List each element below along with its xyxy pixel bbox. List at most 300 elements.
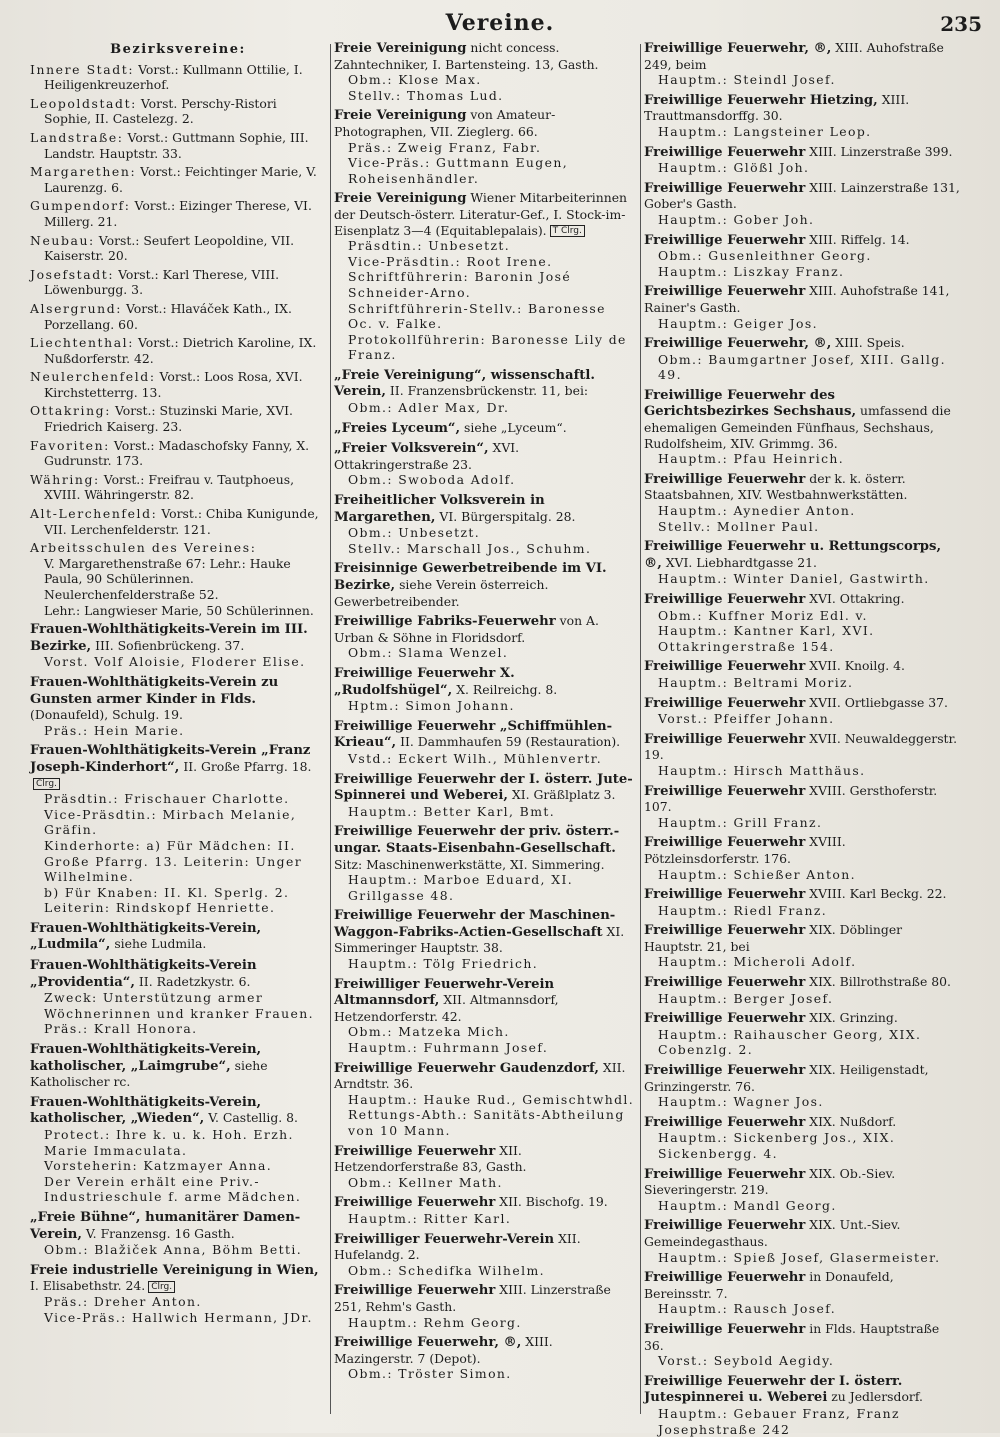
entry-heading [644,1321,962,1353]
entry-heading [644,232,962,249]
bezirk-name: Neulerchenfeld: [30,369,156,385]
entry-heading [334,440,636,472]
bezirk-text: Vorst.: Karl Therese, VIII. Löwenburgg. 3. [44,266,280,298]
directory-entry [334,613,636,661]
page-header [0,8,1000,38]
entry-detail: Hauptm.: Winter Daniel, Gastwirth. [658,571,930,587]
entry-heading [644,731,962,763]
entry-title: Freiwillige Feuerwehr [644,471,806,487]
entry-address: XIII. Linzerstraße 399. [809,143,953,159]
entry-heading [644,92,962,124]
entry-address: XIII. Trauttmansdorffg. 30. [644,91,910,124]
bezirk-text: Vorst. Perschy-Ristori Sophie, II. Castelezg. 2. [44,95,277,127]
entry-detail: Obm.: Klose Max. [348,72,482,88]
entry-title: Freiwillige Feuerwehr X. „Rudolfshügel“, [334,665,515,698]
entry-title: Frauen-Wohlthätigkeits-Verein im III. Bezirke, [30,622,308,654]
bezirk-item [30,96,326,127]
entry-detail: Stellv.: Marschall Jos., Schuhm. [348,540,592,556]
entry-title: Freiwillige Feuerwehr [644,180,806,196]
entry-address: siehe Verein österreich. Gewerbetreibender. [334,577,549,609]
directory-entry [644,591,962,654]
entry-heading [334,1334,636,1366]
entry-address: XII. Bischofg. 19. [499,1194,608,1210]
entry-title: Freiwillige Feuerwehr [644,1063,806,1079]
entry-title: Freiwillige Feuerwehr [644,1011,806,1027]
directory-entry [644,1114,962,1162]
bezirk-text: Vorst.: Feichtinger Marie, V. Laurenzg. 6. [44,164,317,195]
directory-entry [644,387,962,467]
entry-heading [334,420,636,437]
arbeitsschulen-heading: Arbeitsschulen des Vereines: [30,540,257,556]
bezirk-text: Vorst.: Eizinger Therese, VI. Millerg. 21. [44,198,312,229]
directory-entry [334,1282,636,1330]
entry-address: II. Dammhaufen 59 (Restauration). [400,734,621,750]
entry-address: XVII. Neuwaldeggerstr. 19. [644,730,958,763]
entry-address: XVI. Liebhardtgasse 21. [665,554,817,570]
directory-entry [644,1373,962,1437]
entry-detail: Vstd.: Eckert Wilh., Mühlenvertr. [348,750,603,766]
entry-detail: Vice-Präsdtin.: Mirbach Melanie, Gräfin. [44,806,297,838]
entry-title: Frauen-Wohlthätigkeits-Verein, katholischer, „Laimgrube“, [30,1042,262,1074]
entry-heading [30,1094,326,1127]
entry-detail: Hauptm.: Marboe Eduard, XI. Grillgasse 48. [348,872,574,903]
directory-entry [644,180,962,228]
directory-entry [644,1062,962,1110]
directory-entry [644,1217,962,1265]
entry-title: Freiwillige Feuerwehr, ®, [334,1335,522,1351]
bezirk-text: Vorst.: Seufert Leopoldine, VII. Kaiserstr. 20. [44,232,295,264]
entry-detail: Hauptm.: Grill Franz. [658,814,823,830]
entry-address: XVIII. Gersthoferstr. 107. [644,782,938,815]
entry-title: Freiwillige Fabriks-Feuerwehr [334,614,556,630]
bezirk-name: Währing: [30,471,100,487]
entry-address: XI. Gräßlplatz 3. [511,787,616,803]
bezirk-item [30,506,326,537]
entry-title: Freiwillige Feuerwehr [644,975,806,991]
bezirk-name: Innere Stadt: [30,61,135,77]
entry-heading [644,538,962,571]
entry-detail: Hauptm.: Schießer Anton. [658,866,856,882]
directory-entry [644,695,962,727]
entry-detail: Vorst.: Seybold Aegidy. [658,1353,835,1369]
directory-entry [334,1334,636,1382]
entry-title: Freie Vereinigung [334,191,467,207]
directory-entry [30,1262,326,1325]
entry-detail: Obm.: Adler Max, Dr. [348,400,510,416]
directory-entry [334,1060,636,1139]
directory-entry [334,1194,636,1226]
entry-address: siehe Katholischer rc. [30,1057,268,1090]
entry-title: Freiwillige Feuerwehr, ®, [644,336,832,352]
entry-heading [644,922,962,954]
directory-entry [334,907,636,971]
entry-detail: Vice-Präsdtin.: Root Irene. [348,253,553,269]
entry-heading [30,957,326,990]
entry-heading [644,1062,962,1094]
entry-address: siehe „Lyceum“. [464,419,567,435]
bezirk-text: Vorst.: Hlaváček Kath., IX. Porzellang. 60. [44,300,292,332]
entry-title: Freisinnige Gewerbetreibende im VI. Bezirke, [334,561,607,593]
entry-title: Freie Vereinigung [334,108,467,124]
entry-title: Freiwillige Feuerwehr [334,1143,496,1159]
entry-address: siehe Ludmila. [114,936,207,952]
directory-entry [334,492,636,556]
entry-detail: Schriftführerin-Stellv.: Baronesse Oc. v. Falke. [348,300,606,332]
entry-detail: b) Für Knaben: II. Kl. Sperlg. 2. Leiterin: Rindskopf Henriette. [44,884,290,916]
entry-detail: Hauptm.: Raihauscher Georg, XIX. Cobenzlg. 2. [658,1026,922,1058]
entry-title: Freiwillige Feuerwehr [644,835,806,851]
entry-detail: Hauptm.: Gebauer Franz, Franz Josephstraße 242 [658,1405,900,1437]
entry-detail: Hptm.: Simon Johann. [348,698,515,714]
entry-address: XIX. Grinzing. [809,1010,898,1026]
entry-title: Freiwillige Feuerwehr „Schiffmühlen-Krieau“, [334,718,613,751]
bezirk-item [30,62,326,93]
entries-right [644,40,962,1437]
bezirk-text: Vorst.: Chiba Kunigunde, VII. Lerchenfelderstr. 121. [44,506,319,537]
directory-entry [644,783,962,831]
entry-address: in Donaufeld, Bereinsstr. 7. [644,1269,894,1301]
entry-address: XIII. Auhofstraße 141, Rainer's Gasth. [644,283,950,315]
bezirk-item [30,438,326,469]
entry-detail: Obm.: Slama Wenzel. [348,645,509,661]
directory-entry [644,886,962,918]
page-title: Vereine. [445,10,555,36]
entry-title: „Freie Bühne“, humanitärer Damen-Verein, [30,1209,301,1242]
entry-heading [644,1114,962,1131]
entry-title: Freiwillige Feuerwehr der I. österr. Jute-Spinnerei und Weberei, [334,771,633,804]
bezirk-text: Vorst.: Loos Rosa, XVI. Kirchstetterrg. 13. [44,369,303,400]
entry-detail: Hauptm.: Pfau Heinrich. [658,451,845,467]
directory-entry [30,920,326,953]
entry-title: Freiwilliger Feuerwehr-Verein [334,1231,555,1247]
directory-entry [30,1094,326,1205]
entry-address: XVIII. Karl Beckg. 22. [809,886,947,902]
entry-detail: Präsdtin.: Unbesetzt. [348,238,511,254]
entry-address: XIX. Nußdorf. [809,1113,897,1129]
entry-heading [30,1209,326,1242]
entry-title: Freiwillige Feuerwehr der I. österr. Jutespinnerei u. Weberei [644,1373,903,1406]
column-left [30,40,326,1425]
entry-address: XVI. Ottakringerstraße 23. [334,440,520,472]
entry-heading [334,107,636,139]
directory-entry [644,144,962,176]
entry-title: Freiwillige Feuerwehr [644,1166,806,1182]
entry-address: zu Jedlersdorf. [831,1389,923,1405]
entry-detail: Hauptm.: Sickenberg Jos., XIX. Sickenbergg. 4. [658,1130,896,1161]
entry-detail: Hauptm.: Beltrami Moriz. [658,674,854,690]
clearing-badge: T Clrg. [550,225,585,237]
entry-detail: Zweck: Unterstützung armer Wöchnerinnen und kranker Frauen. [44,990,314,1021]
entry-title: Freiwillige Feuerwehr [644,1270,806,1286]
entry-detail: Vorsteherin: Katzmayer Anna. [44,1158,273,1174]
column-middle [334,40,636,1425]
entry-detail: Hauptm.: Rehm Georg. [348,1314,522,1330]
entry-heading [644,1010,962,1027]
entry-detail: Hauptm.: Rausch Josef. [658,1301,837,1317]
entry-title: Frauen-Wohlthätigkeits-Verein, katholischer, „Wieden“, [30,1094,262,1127]
bezirk-item [30,130,326,161]
bezirk-name: Alt-Lerchenfeld: [30,506,158,522]
arbeitsschulen-line: V. Margarethenstraße 67: Lehr.: Hauke Paula, 90 Schülerinnen. [44,555,291,587]
entry-address: XII. Altmannsdorf, Hetzendorferstr. 42. [334,992,559,1024]
bezirk-item [30,233,326,264]
entry-detail: Vice-Präs.: Guttmann Eugen, Roheisenhändler. [348,155,569,186]
directory-entry [644,1166,962,1214]
directory-entry [30,957,326,1037]
entry-heading [644,144,962,161]
entry-title: Freiheitlicher Volksverein in Margarethen, [334,493,545,525]
entry-address: XI. Simmeringer Hauptstr. 38. [334,923,625,956]
bezirk-name: Favoriten: [30,437,110,453]
directory-entry [334,440,636,488]
entry-detail: Präs.: Zweig Franz, Fabr. [348,139,542,155]
entry-heading [334,1282,636,1314]
bezirk-name: Ottakring: [30,403,111,419]
directory-entry [334,420,636,437]
entry-heading [30,920,326,953]
clearing-badge: Clrg. [148,1281,175,1293]
clearing-badge: Clrg. [33,778,60,790]
arbeitsschulen-line: Lehr.: Langwieser Marie, 50 Schülerinnen. [44,602,314,618]
entry-heading [334,976,636,1025]
entry-heading [644,1373,962,1406]
entry-heading [334,190,636,238]
entries-left [30,621,326,1325]
entry-detail: Hauptm.: Glößl Joh. [658,160,810,176]
bezirk-text: Vorst.: Madaschofsky Fanny, X. Gudrunstr. 173. [44,437,310,469]
bezirk-name: Leopoldstadt: [30,95,137,111]
entry-title: Freiwillige Feuerwehr [644,284,806,300]
bezirk-text: Vorst.: Kullmann Ottilie, I. Heiligenkreuzerhof. [44,61,303,93]
entry-detail: Hauptm.: Hirsch Matthäus. [658,762,866,778]
directory-entry [334,1231,636,1279]
bezirk-item [30,472,326,503]
directory-entry [334,1143,636,1191]
directory-entry [334,665,636,714]
directory-entry [644,538,962,587]
entry-title: Freiwillige Feuerwehr [644,887,806,903]
entry-heading [30,621,326,654]
entry-title: Freiwillige Feuerwehr [644,232,806,248]
entry-detail: Präs.: Hein Marie. [44,722,185,738]
entry-heading [644,658,962,675]
entry-address: von Amateur-Photographen, VII. Zieglerg. 66. [334,107,556,139]
entry-heading [30,742,326,791]
bezirk-text: Vorst.: Stuzinski Marie, XVI. Friedrich Kaiserg. 23. [44,403,293,435]
entry-address: XIII. Mazingerstr. 7 (Depot). [334,1334,553,1366]
entry-address: in Flds. Hauptstraße 36. [644,1320,940,1353]
entry-detail: Obm.: Tröster Simon. [348,1366,512,1382]
entry-detail: Kinderhorte: a) Für Mädchen: II. Große Pfarrg. 13. Leiterin: Unger Wilhelmine. [44,837,303,885]
entry-detail: Hauptm.: Geiger Jos. [658,315,818,331]
entry-detail: Hauptm.: Riedl Franz. [658,902,828,918]
entry-address: I. Elisabethstr. 24. [30,1278,146,1294]
entry-detail: Hauptm.: Kantner Karl, XVI. Ottakringerstraße 154. [658,623,875,654]
entry-title: Freie industrielle Vereinigung in Wien, [30,1262,319,1278]
entry-address: XVII. Knoilg. 4. [809,658,905,674]
entry-address: XVII. Ortliebgasse 37. [809,694,948,710]
entry-detail: Hauptm.: Gober Joh. [658,211,815,227]
bezirk-name: Neubau: [30,232,95,248]
entry-detail: Vorst. Volf Aloisie, Floderer Elise. [44,654,306,670]
entry-detail: Präs.: Krall Honora. [44,1021,198,1037]
entry-address: XIX. Heiligenstadt, Grinzingerstr. 76. [644,1062,929,1094]
entry-title: Freiwillige Feuerwehr [644,659,806,675]
directory-entry [644,1321,962,1369]
entry-heading [644,1217,962,1249]
bezirk-item [30,369,326,400]
directory-entry [644,471,962,534]
entry-detail: Hauptm.: Micheroli Adolf. [658,954,857,970]
entry-address: II. Radetzkystr. 6. [138,973,251,989]
entry-address: V. Castellig. 8. [208,1110,298,1126]
entry-heading [334,718,636,751]
entry-heading [644,335,962,352]
entry-title: Freiwillige Feuerwehr der Maschinen-Waggon-Fabriks-Actien-Gesellschaft [334,908,616,940]
entry-heading [334,1231,636,1263]
entry-detail: Hauptm.: Hauke Rud., Gemischtwhdl. [348,1091,635,1107]
entry-heading [644,1166,962,1198]
entry-title: Freie Vereinigung [334,41,467,56]
entry-detail: Hauptm.: Steindl Josef. [658,72,836,88]
entry-detail: Hauptm.: Liszkay Franz. [658,263,845,279]
column-divider [640,44,641,1414]
directory-entry [334,40,636,103]
entry-detail: Hauptm.: Fuhrmann Josef. [348,1040,549,1056]
entry-title: Freiwillige Feuerwehr des Gerichtsbezirkes Sechshaus, [644,387,857,420]
arbeitsschulen [30,540,326,618]
entry-address: XVIII. Pötzleinsdorferstr. 176. [644,834,846,866]
entry-title: Freiwillige Feuerwehr u. Rettungscorps, ®, [644,539,942,571]
entry-detail: Obm.: Gusenleithner Georg. [658,248,872,264]
directory-entry [334,771,636,820]
entry-title: Freiwillige Feuerwehr der priv. österr.-ungar. Staats-Eisenbahn-Gesellschaft. [334,824,620,856]
directory-entry [644,92,962,140]
entry-heading [644,387,962,451]
bezirk-name: Liechtenthal: [30,335,135,351]
bezirk-item [30,301,326,332]
entry-detail: Protect.: Ihre k. u. k. Hoh. Erzh. Marie Immaculata. [44,1127,294,1158]
bezirk-text: Vorst.: Guttmann Sophie, III. Landstr. Hauptstr. 33. [44,129,309,161]
entry-title: Freiwillige Feuerwehr [644,695,806,711]
bezirk-item [30,335,326,366]
column-divider [330,44,331,1414]
entry-detail: Hauptm.: Better Karl, Bmt. [348,803,556,819]
entry-address: XII. Hetzendorferstraße 83, Gasth. [334,1142,527,1175]
entry-title: Freiwillige Feuerwehr [644,731,806,747]
entry-heading [334,823,636,872]
entry-detail: Hauptm.: Tölg Friedrich. [348,956,539,972]
entry-detail: Hauptm.: Berger Josef. [658,990,834,1006]
entry-heading [644,834,962,866]
entry-detail: Hauptm.: Wagner Jos. [658,1094,824,1110]
entry-heading [334,771,636,804]
entry-heading [334,560,636,609]
entry-title: Freiwillige Feuerwehr, ®, [644,41,832,56]
entry-detail: Obm.: Kellner Math. [348,1174,503,1190]
directory-entry [334,560,636,609]
directory-entry [644,834,962,882]
entry-address: V. Franzensg. 16 Gasth. [85,1225,235,1241]
arbeitsschulen-line: Neulerchenfelderstraße 52. [44,587,219,602]
directory-entry [334,190,636,363]
directory-entry [644,1010,962,1058]
bezirksvereine-list [30,62,326,538]
entry-address: XIII. Auhofstraße 249, beim [644,40,944,72]
entry-detail: Stellv.: Thomas Lud. [348,87,504,103]
directory-entry [334,107,636,186]
entry-detail: Obm.: Blažiček Anna, Böhm Betti. [44,1242,303,1258]
entry-address: XIX. Ob.-Siev. Sieveringerstr. 219. [644,1165,896,1198]
entry-detail: Obm.: Baumgartner Josef, XIII. Gallg. 49. [658,351,946,383]
entry-detail: Obm.: Matzeka Mich. [348,1024,510,1040]
directory-entry [334,976,636,1056]
directory-entry [644,922,962,970]
entry-detail: Hauptm.: Langsteiner Leop. [658,123,872,139]
entry-heading [334,367,636,400]
entry-address: XIX. Döblinger Hauptstr. 21, bei [644,922,903,954]
entry-title: „Freier Volksverein“, [334,441,489,457]
entry-title: Frauen-Wohlthätigkeits-Verein zu Gunsten armer Kinder in Flds. [30,674,279,707]
entry-title: „Freie Vereinigung“, wissenschaftl. Verein, [334,367,595,400]
entry-address: X. Reilreichg. 8. [456,681,558,697]
entry-heading [30,674,326,723]
entry-heading [30,1041,326,1090]
entry-heading [334,1060,636,1092]
entry-detail: Der Verein erhält eine Priv.-Industrieschule f. arme Mädchen. [44,1173,302,1205]
entry-detail: Schriftführerin: Baronin José Schneider-Arno. [348,269,572,300]
entry-address: XIII. Riffelg. 14. [809,231,910,247]
directory-entry [644,40,962,88]
directory-entry [644,1269,962,1317]
entry-address: II. Große Pfarrg. 18. [183,758,312,774]
entry-address: Sitz: Maschinenwerkstätte, XI. Simmering. [334,856,605,872]
entry-address: umfassend die ehemaligen Gemeinden Fünfhaus, Sechshaus, Rudolfsheim, XIV. Grimmg. 36. [644,403,951,451]
entry-detail: Obm.: Kuffner Moriz Edl. v. [658,607,868,623]
entry-heading [644,283,962,315]
entry-address: Wiener Mitarbeiterinnen der Deutsch-österr. Literatur-Gef., I. Stock-im-Eisenplatz 3—4 (Equitablepalais). [334,190,628,238]
entry-title: Freiwillige Feuerwehr Gaudenzdorf, [334,1060,599,1076]
entry-address: von A. Urban & Söhne in Floridsdorf. [334,613,599,645]
entry-title: Freiwillige Feuerwehr [644,1321,806,1337]
bezirk-item [30,403,326,434]
entry-title: Freiwillige Feuerwehr [644,1114,806,1130]
entries-middle [334,40,636,1382]
entry-detail: Rettungs-Abth.: Sanitäts-Abtheilung von 10 Mann. [348,1107,625,1138]
bezirk-item [30,267,326,298]
entry-heading [334,40,636,72]
entry-address: XIII. Lainzerstraße 131, Gober's Gasth. [644,179,960,212]
entry-detail: Vice-Präs.: Hallwich Hermann, JDr. [44,1309,313,1325]
page-number: 235 [940,12,982,36]
entry-title: Freiwillige Feuerwehr Hietzing, [644,92,878,108]
directory-entry [30,674,326,738]
directory-entry [644,232,962,280]
entry-title: Freiwillige Feuerwehr [644,592,806,607]
entry-address: nicht concess. Zahntechniker, I. Bartensteing. 13, Gasth. [334,40,599,72]
entry-address: VI. Bürgerspitalg. 28. [439,508,576,524]
entry-heading [334,1194,636,1211]
bezirk-item [30,198,326,229]
directory-entry [30,621,326,670]
entry-title: Freiwillige Feuerwehr [644,1218,806,1234]
entry-detail: Hauptm.: Ritter Karl. [348,1210,512,1226]
entry-heading [644,886,962,903]
directory-entry [334,367,636,416]
entry-heading [334,613,636,645]
entry-detail: Obm.: Schedifka Wilhelm. [348,1262,545,1278]
bezirk-name: Alsergrund: [30,300,123,316]
